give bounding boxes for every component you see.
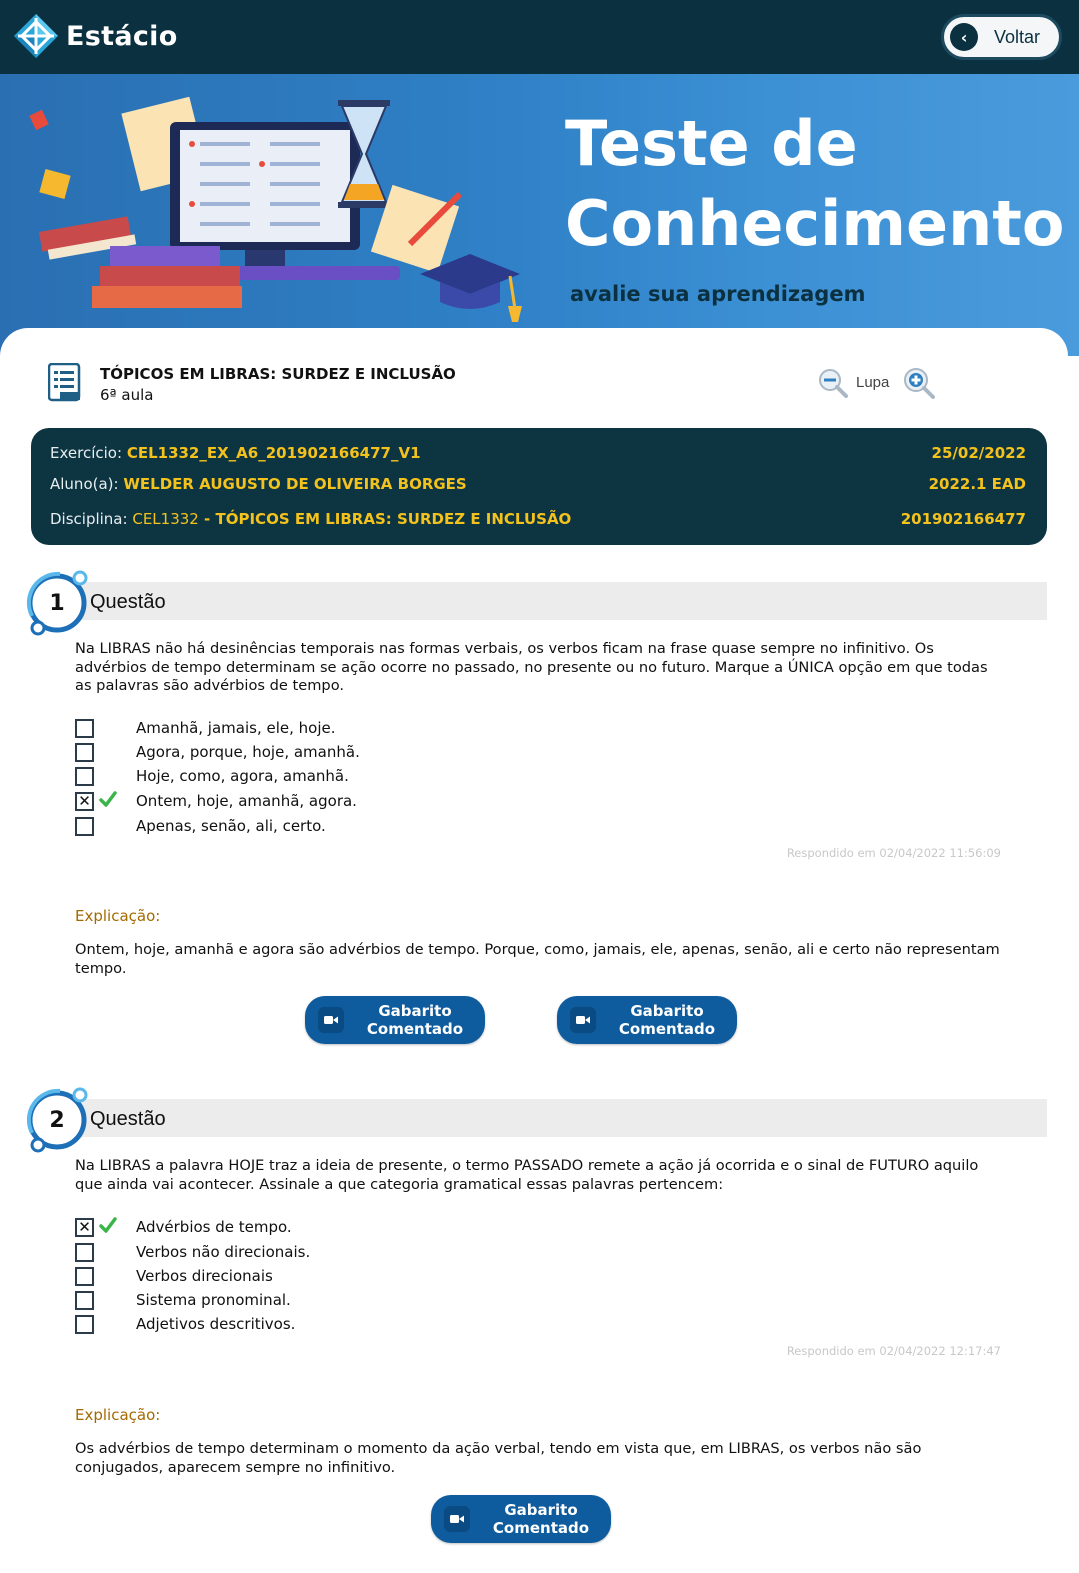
gabarito-comentado-button[interactable] [557, 996, 737, 1044]
option-label: Amanhã, jamais, ele, hoje. [136, 719, 336, 737]
question-1-header [54, 582, 1047, 620]
registration-number: 201902166477 [900, 510, 1026, 528]
exercise-date: 25/02/2022 [931, 444, 1026, 462]
question-2-explanation-label: Explicação: [75, 1406, 161, 1424]
exercise-info-panel [31, 428, 1047, 545]
estacio-logo[interactable] [12, 12, 178, 60]
gabarito-button-label: Gabarito Comentado [618, 1002, 716, 1038]
option-checkbox[interactable] [75, 1267, 94, 1286]
question-1-heading: Questão [90, 591, 166, 613]
banner-title-line-2: Conhecimento [565, 187, 1065, 260]
hero-banner [0, 74, 1079, 356]
question-1-explanation-label: Explicação: [75, 907, 161, 925]
student-row [50, 475, 1026, 493]
student-name: WELDER AUGUSTO DE OLIVEIRA BORGES [123, 475, 467, 493]
chevron-left-icon: ‹ [950, 23, 978, 51]
gabarito-comentado-button[interactable] [431, 1495, 611, 1543]
option-checkbox-checked[interactable]: ✕ [75, 792, 94, 811]
video-camera-icon [444, 1506, 470, 1532]
checkmark-icon [99, 791, 117, 807]
question-2-option-1[interactable] [75, 1216, 292, 1238]
option-checkbox[interactable] [75, 719, 94, 738]
banner-title-line-1: Teste de [565, 107, 858, 180]
option-checkbox[interactable] [75, 1291, 94, 1310]
question-2-header [54, 1099, 1047, 1137]
question-1-number: 1 [49, 591, 65, 616]
gabarito-button-label: Gabarito Comentado [492, 1501, 590, 1537]
question-1-option-2[interactable] [75, 741, 360, 763]
question-1-answered-timestamp: Respondido em 02/04/2022 11:56:09 [786, 846, 1001, 860]
question-2-explanation: Os advérbios de tempo determinam o momento da ação verbal, tendo em vista que, em LIBRAS, os verbos não são conjugados, aparecem sempre no infinitivo. [75, 1440, 922, 1476]
zoom-in-icon[interactable] [903, 367, 935, 399]
option-checkbox[interactable] [75, 1243, 94, 1262]
option-checkbox[interactable] [75, 817, 94, 836]
option-checkbox[interactable] [75, 743, 94, 762]
brand-name: Estácio [66, 20, 178, 52]
option-label: Sistema pronominal. [136, 1291, 291, 1309]
top-bar [0, 0, 1079, 74]
question-1-option-4[interactable] [75, 790, 357, 812]
question-2-answered-timestamp: Respondido em 02/04/2022 12:17:47 [786, 1344, 1001, 1358]
discipline-name: - TÓPICOS EM LIBRAS: SURDEZ E INCLUSÃO [198, 510, 572, 528]
banner-subtitle: avalie sua aprendizagem [570, 282, 866, 306]
back-button[interactable] [941, 14, 1062, 60]
question-1-text: Na LIBRAS não há desinências temporais nas formas verbais, os verbos ficam na frase quase sempre no infinitivo. Os advérbios de tempo determinam se ação ocorre no passado, no presente ou no futuro. Marque a ÚNICA opção em que todas as palavras são advérbios de tempo. [75, 640, 988, 694]
option-label: Agora, porque, hoje, amanhã. [136, 743, 360, 761]
question-2-heading: Questão [90, 1108, 166, 1130]
question-1-explanation: Ontem, hoje, amanhã e agora são advérbios de tempo. Porque, como, jamais, ele, apenas, senão, ali e certo não representam tempo. [75, 941, 1000, 977]
student-label: Aluno(a): [50, 475, 119, 493]
estacio-diamond-icon [12, 12, 60, 60]
question-2-number-badge [20, 1083, 94, 1157]
option-label: Verbos não direcionais. [136, 1243, 311, 1261]
exercise-code: CEL1332_EX_A6_201902166477_V1 [126, 444, 421, 462]
banner-title [565, 104, 1064, 264]
question-1-option-1[interactable] [75, 717, 336, 739]
question-2-number: 2 [49, 1108, 65, 1133]
video-camera-icon [318, 1007, 344, 1033]
back-button-label: Voltar [994, 26, 1041, 47]
option-label: Advérbios de tempo. [136, 1218, 292, 1236]
academic-period: 2022.1 EAD [928, 475, 1026, 493]
checkmark-icon [99, 1217, 117, 1233]
exercise-label: Exercício: [50, 444, 123, 462]
question-2-option-4[interactable] [75, 1289, 291, 1311]
question-2-option-2[interactable] [75, 1241, 311, 1263]
option-checkbox[interactable] [75, 1315, 94, 1334]
video-camera-icon [570, 1007, 596, 1033]
option-label: Ontem, hoje, amanhã, agora. [136, 792, 357, 810]
course-title: TÓPICOS EM LIBRAS: SURDEZ E INCLUSÃO [100, 365, 456, 383]
gabarito-comentado-button[interactable] [305, 996, 485, 1044]
zoom-label: Lupa [856, 374, 890, 391]
discipline-row [50, 510, 1026, 528]
option-label: Adjetivos descritivos. [136, 1315, 296, 1333]
course-lesson: 6ª aula [100, 386, 154, 404]
option-label: Apenas, senão, ali, certo. [136, 817, 326, 835]
document-list-icon [48, 363, 82, 403]
question-2-option-5[interactable] [75, 1313, 296, 1335]
zoom-out-icon[interactable] [818, 368, 848, 398]
question-2-text: Na LIBRAS a palavra HOJE traz a ideia de presente, o termo PASSADO remete a ação já ocorrida e o sinal de FUTURO aquilo que ainda vai acontecer. Assinale a que categoria gramatical essas palavras pertencem: [75, 1157, 979, 1193]
question-2-option-3[interactable] [75, 1265, 273, 1287]
exercise-row [50, 444, 1026, 462]
option-label: Verbos direcionais [136, 1267, 273, 1285]
question-1-option-5[interactable] [75, 815, 326, 837]
discipline-label: Disciplina: [50, 510, 128, 528]
gabarito-button-label: Gabarito Comentado [366, 1002, 464, 1038]
option-checkbox[interactable] [75, 767, 94, 786]
discipline-code: CEL1332 [132, 510, 199, 528]
question-1-number-badge [20, 566, 94, 640]
option-checkbox-checked[interactable]: ✕ [75, 1218, 94, 1237]
banner-illustration [20, 84, 540, 344]
option-label: Hoje, como, agora, amanhã. [136, 767, 349, 785]
question-1-option-3[interactable] [75, 765, 349, 787]
